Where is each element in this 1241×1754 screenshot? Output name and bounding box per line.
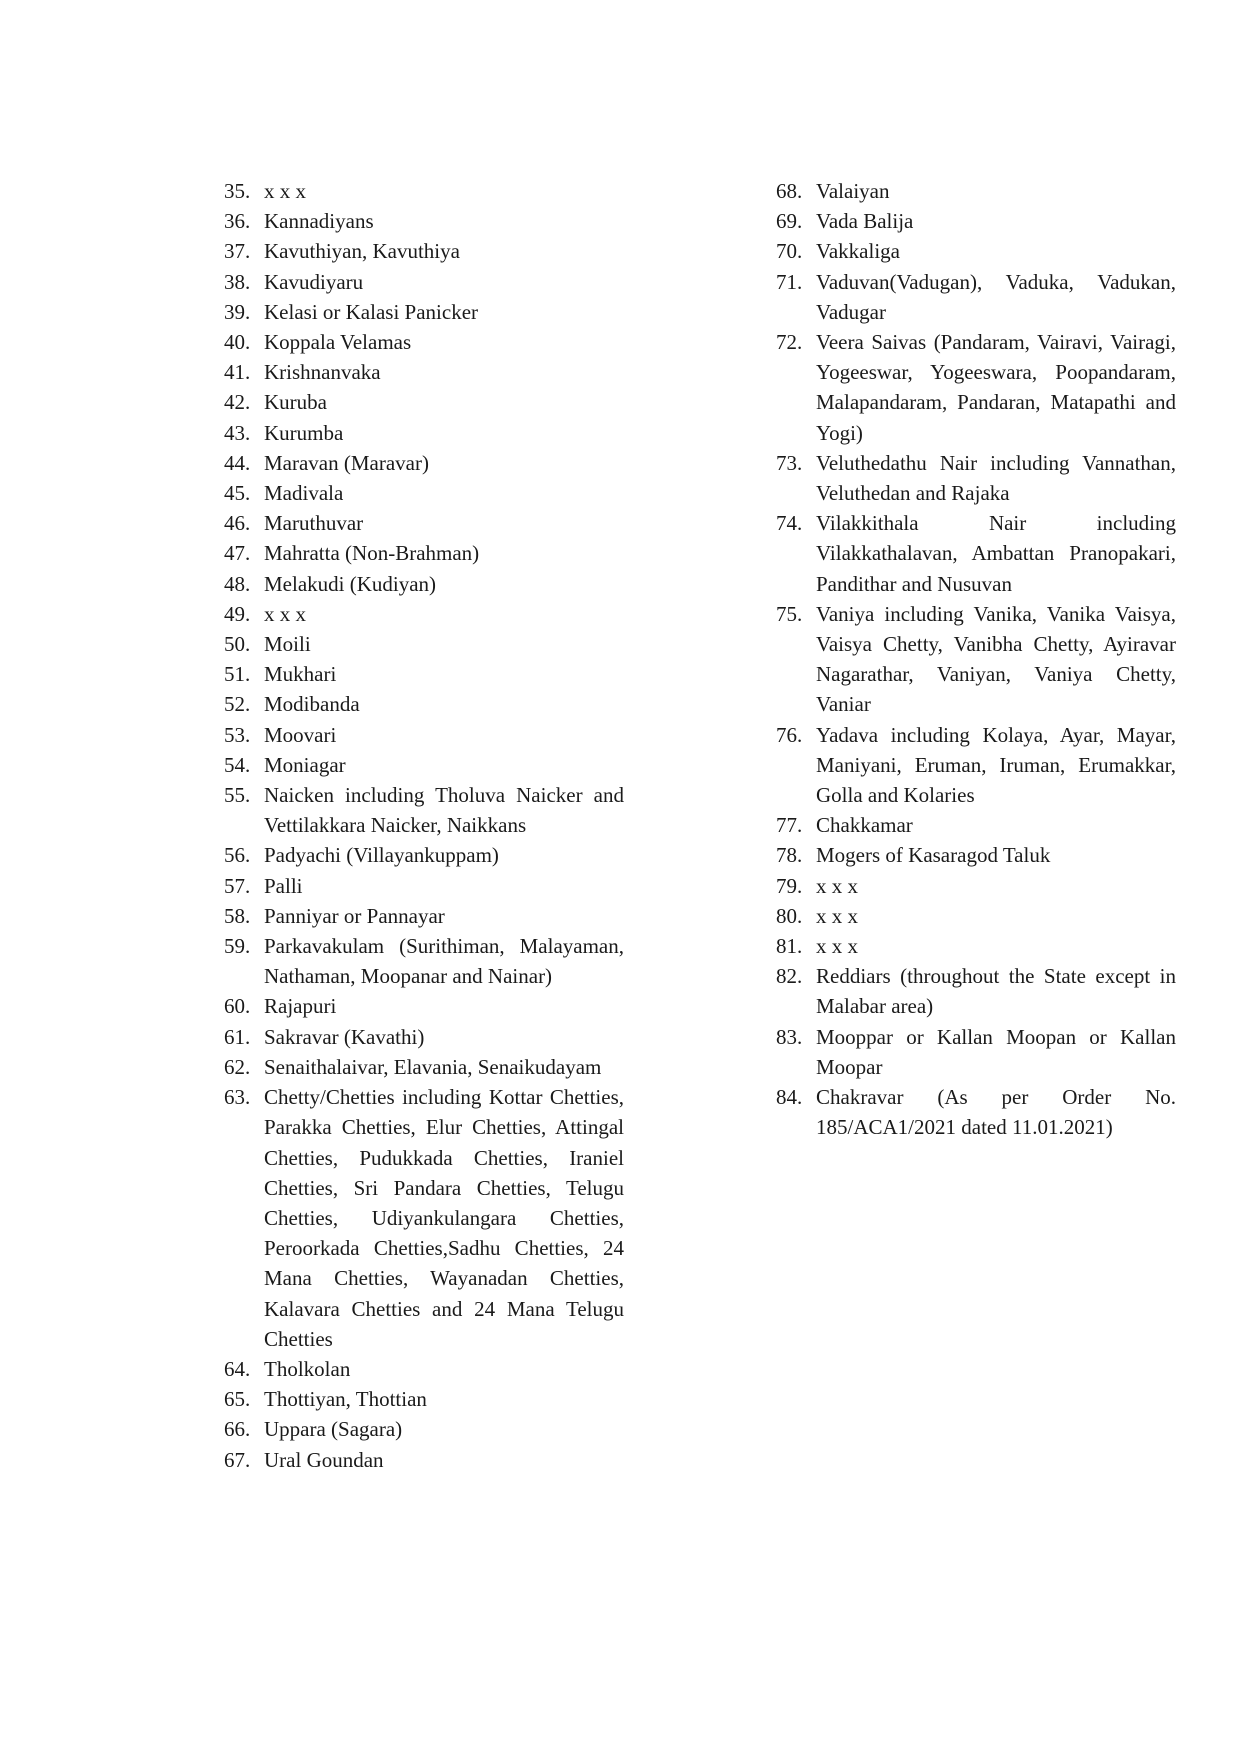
list-item	[224, 267, 624, 297]
list-item	[224, 327, 624, 357]
list-item	[776, 508, 1176, 599]
item-number: 60.	[224, 994, 251, 1019]
item-text: Tholkolan	[264, 1356, 351, 1381]
item-number: 41.	[224, 360, 251, 385]
item-text: Mukhari	[264, 662, 337, 687]
list-item	[776, 327, 1176, 448]
list-item	[776, 810, 1176, 840]
item-text: Veera Saivas (Pandaram, Vairavi, Vairagi, Yogeeswar, Yogeeswara, Poopandaram, Malapandaram, Pandaran, Matapathi and Yogi)	[816, 330, 1176, 445]
list-item	[224, 508, 624, 538]
item-number: 84.	[776, 1085, 803, 1110]
list-item	[776, 901, 1176, 931]
list-item	[776, 206, 1176, 236]
item-number: 51.	[224, 662, 251, 687]
item-number: 37.	[224, 239, 251, 264]
item-number: 44.	[224, 450, 251, 475]
item-number: 79.	[776, 873, 803, 898]
item-text: Sakravar (Kavathi)	[264, 1024, 425, 1049]
list-item	[224, 1445, 624, 1475]
item-text: Vilakkithala Nair including Vilakkathalavan, Ambattan Pranopakari, Pandithar and Nusuvan	[816, 511, 1176, 596]
list-item	[224, 901, 624, 931]
list-item	[224, 750, 624, 780]
item-text: Chetty/Chetties including Kottar Chetties, Parakka Chetties, Elur Chetties, Attingal Chetties, Pudukkada Chetties, Iraniel Chetties, Sri Pandara Chetties, Telugu Chetties, Udiyankulangara Chetties, Peroorkada Chetties,Sadhu Chetties, 24 Mana Chetties, Wayanadan Chetties, Kalavara Chetties and 24 Mana Telugu Chetties	[264, 1085, 624, 1351]
item-text: Modibanda	[264, 692, 360, 717]
item-text: Mahratta (Non-Brahman)	[264, 541, 480, 566]
item-number: 82.	[776, 964, 803, 989]
item-number: 64.	[224, 1356, 251, 1381]
item-number: 77.	[776, 813, 803, 838]
list-item	[224, 176, 624, 206]
item-number: 56.	[224, 843, 251, 868]
item-number: 67.	[224, 1447, 251, 1472]
item-number: 68.	[776, 179, 803, 203]
item-text: Mogers of Kasaragod Taluk	[816, 843, 1051, 868]
list-item	[224, 599, 624, 629]
item-number: 61.	[224, 1024, 251, 1049]
item-text: Valaiyan	[816, 179, 890, 203]
list-item	[224, 1022, 624, 1052]
item-number: 53.	[224, 722, 251, 747]
list-item	[776, 267, 1176, 327]
list-item	[776, 1082, 1176, 1142]
list-item	[224, 1384, 624, 1414]
list-item	[224, 538, 624, 568]
item-text: Melakudi (Kudiyan)	[264, 571, 437, 596]
list-item	[776, 931, 1176, 961]
item-text: Parkavakulam (Surithiman, Malayaman, Nathaman, Moopanar and Nainar)	[264, 934, 624, 989]
item-text: x x x	[264, 179, 306, 203]
item-number: 69.	[776, 209, 803, 234]
item-text: Ural Goundan	[264, 1447, 384, 1472]
item-number: 50.	[224, 632, 251, 657]
item-number: 52.	[224, 692, 251, 717]
item-text: Madivala	[264, 481, 344, 506]
list-item	[224, 569, 624, 599]
item-text: Moovari	[264, 722, 337, 747]
item-text: Thottiyan, Thottian	[264, 1387, 427, 1412]
item-number: 42.	[224, 390, 251, 415]
item-text: Padyachi (Villayankuppam)	[264, 843, 499, 868]
list-item	[224, 1082, 624, 1354]
list-item	[776, 961, 1176, 1021]
item-text: Chakravar (As per Order No. 185/ACA1/2021 dated 11.01.2021)	[816, 1085, 1176, 1140]
list-item	[224, 478, 624, 508]
item-text: Rajapuri	[264, 994, 337, 1019]
list-item	[776, 871, 1176, 901]
item-number: 43.	[224, 420, 251, 445]
item-text: Mooppar or Kallan Moopan or Kallan Moopar	[816, 1024, 1176, 1079]
list-item	[224, 387, 624, 417]
list-item	[224, 689, 624, 719]
item-number: 46.	[224, 511, 251, 536]
item-number: 81.	[776, 934, 803, 959]
item-text: Senaithalaivar, Elavania, Senaikudayam	[264, 1054, 602, 1079]
item-number: 38.	[224, 269, 251, 294]
item-number: 83.	[776, 1024, 803, 1049]
list-item	[776, 176, 1176, 206]
item-number: 63.	[224, 1085, 251, 1110]
item-number: 76.	[776, 722, 803, 747]
item-number: 57.	[224, 873, 251, 898]
item-number: 72.	[776, 330, 803, 355]
item-number: 80.	[776, 903, 803, 928]
list-item	[776, 448, 1176, 508]
list-item	[776, 1022, 1176, 1082]
list-item	[224, 206, 624, 236]
list-item	[224, 1354, 624, 1384]
item-text: Kavudiyaru	[264, 269, 364, 294]
list-item	[776, 720, 1176, 811]
item-text: x x x	[264, 601, 306, 626]
list-item	[224, 448, 624, 478]
item-text: Palli	[264, 873, 303, 898]
list-item	[224, 1052, 624, 1082]
list-item	[224, 659, 624, 689]
item-number: 47.	[224, 541, 251, 566]
list-item	[224, 629, 624, 659]
item-text: Reddiars (throughout the State except in Malabar area)	[816, 964, 1176, 1019]
item-text: Moniagar	[264, 752, 346, 777]
item-text: Veluthedathu Nair including Vannathan, Veluthedan and Rajaka	[816, 450, 1176, 506]
item-number: 49.	[224, 601, 251, 626]
item-text: Vaniya including Vanika, Vanika Vaisya, Vaisya Chetty, Vanibha Chetty, Ayiravar Nagarathar, Vaniyan, Vaniya Chetty, Vaniar	[816, 601, 1176, 717]
item-number: 39.	[224, 299, 251, 324]
list-item	[224, 1414, 624, 1444]
item-text: Yadava including Kolaya, Ayar, Mayar, Maniyani, Eruman, Iruman, Erumakkar, Golla and Kolaries	[816, 722, 1176, 808]
list-item	[224, 931, 624, 991]
item-number: 73.	[776, 450, 803, 475]
item-text: Kavuthiyan, Kavuthiya	[264, 239, 460, 264]
item-number: 45.	[224, 481, 251, 506]
item-number: 59.	[224, 934, 251, 959]
item-text: Koppala Velamas	[264, 330, 412, 355]
item-number: 36.	[224, 209, 251, 234]
list-item	[224, 297, 624, 327]
item-text: Uppara (Sagara)	[264, 1417, 403, 1442]
item-text: Chakkamar	[816, 813, 913, 838]
item-text: Kuruba	[264, 390, 327, 415]
item-number: 71.	[776, 269, 803, 294]
item-text: Maravan (Maravar)	[264, 450, 429, 475]
list-item	[776, 599, 1176, 720]
list-item	[224, 871, 624, 901]
right-column-list	[776, 176, 1176, 1143]
item-text: Vakkaliga	[816, 239, 900, 264]
item-number: 65.	[224, 1387, 251, 1412]
list-item	[224, 720, 624, 750]
item-number: 40.	[224, 330, 251, 355]
item-text: Kannadiyans	[264, 209, 374, 234]
item-text: Kelasi or Kalasi Panicker	[264, 299, 479, 324]
list-item	[224, 840, 624, 870]
item-text: x x x	[816, 934, 858, 959]
item-number: 70.	[776, 239, 803, 264]
item-text: x x x	[816, 873, 858, 898]
item-text: Krishnanvaka	[264, 360, 381, 385]
item-number: 48.	[224, 571, 251, 596]
item-text: x x x	[816, 903, 858, 928]
item-text: Moili	[264, 632, 311, 657]
item-number: 66.	[224, 1417, 251, 1442]
left-column-list	[224, 176, 624, 1475]
list-item	[224, 357, 624, 387]
item-number: 58.	[224, 903, 251, 928]
list-item	[224, 780, 624, 840]
item-text: Maruthuvar	[264, 511, 364, 536]
item-number: 78.	[776, 843, 803, 868]
list-item	[776, 236, 1176, 266]
item-number: 35.	[224, 179, 251, 203]
item-number: 62.	[224, 1054, 251, 1079]
item-text: Kurumba	[264, 420, 344, 445]
item-text: Panniyar or Pannayar	[264, 903, 445, 928]
item-number: 54.	[224, 752, 251, 777]
item-number: 74.	[776, 511, 803, 536]
list-item	[224, 236, 624, 266]
item-number: 55.	[224, 783, 251, 808]
list-item	[224, 418, 624, 448]
item-number: 75.	[776, 601, 803, 626]
list-item	[776, 840, 1176, 870]
item-text: Vada Balija	[816, 209, 914, 234]
item-text: Naicken including Tholuva Naicker and Vettilakkara Naicker, Naikkans	[264, 783, 624, 838]
list-item	[224, 991, 624, 1021]
item-text: Vaduvan(Vadugan), Vaduka, Vadukan, Vadugar	[816, 269, 1176, 324]
